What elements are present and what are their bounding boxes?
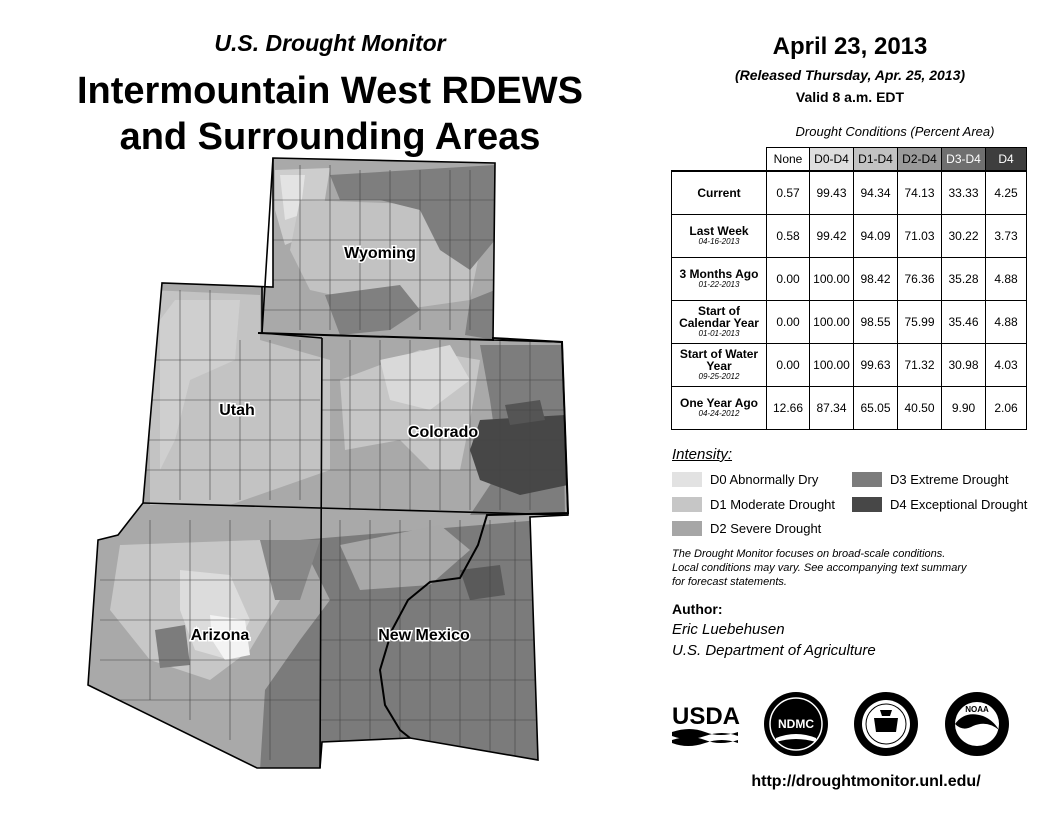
legend-swatch: [852, 497, 882, 512]
table-cell: 0.00: [767, 343, 810, 386]
note-line: for forecast statements.: [672, 576, 787, 588]
row-label: One Year Ago: [679, 395, 759, 410]
table-cell: 35.46: [942, 300, 986, 343]
table-cell: 87.34: [810, 386, 854, 429]
svg-text:NOAA: NOAA: [965, 705, 989, 714]
legend-title: Intensity:: [672, 446, 733, 463]
department-of-commerce-seal: [852, 690, 920, 758]
map-date: April 23, 2013: [772, 33, 928, 60]
row-date: 04-24-2012: [698, 408, 740, 418]
table-cell: 33.33: [942, 171, 986, 214]
table-cell: 98.42: [854, 257, 898, 300]
legend-label: D3 Extreme Drought: [890, 472, 1009, 487]
row-label: Start of Water Year: [679, 346, 759, 373]
row-date: 01-22-2013: [698, 279, 740, 289]
author-name: Eric Luebehusen: [672, 621, 785, 638]
table-corner: [672, 148, 767, 172]
row-label: Current: [697, 185, 741, 200]
table-row: [672, 214, 1027, 257]
column-header: None: [767, 148, 810, 172]
note-line: Local conditions may vary. See accompanying text summary: [672, 562, 967, 574]
table-cell: 0.58: [767, 214, 810, 257]
table-row: [672, 300, 1027, 343]
state-label-arizona: Arizona: [190, 627, 250, 644]
author-org: U.S. Department of Agriculture: [672, 642, 876, 659]
table-cell: 12.66: [767, 386, 810, 429]
state-label-new-mexico: New Mexico: [378, 627, 470, 644]
table-cell: 94.09: [854, 214, 898, 257]
table-cell: 3.73: [986, 214, 1027, 257]
row-label: 3 Months Ago: [679, 266, 759, 281]
title-line-1: Intermountain West RDEWS: [77, 70, 583, 112]
table-body: [672, 171, 1027, 429]
row-header: [672, 343, 767, 386]
table-cell: 0.00: [767, 300, 810, 343]
table-cell: 98.55: [854, 300, 898, 343]
legend-item-d2: [672, 521, 821, 536]
row-date: 04-16-2013: [698, 236, 740, 246]
table-cell: 30.98: [942, 343, 986, 386]
legend-item-d1: [672, 497, 835, 512]
table-cell: 4.88: [986, 257, 1027, 300]
svg-text:USDA: USDA: [672, 703, 740, 730]
column-header: D2-D4: [898, 148, 942, 172]
table-cell: 99.63: [854, 343, 898, 386]
table-cell: 100.00: [810, 300, 854, 343]
table-cell: 35.28: [942, 257, 986, 300]
state-label-utah: Utah: [219, 402, 255, 419]
state-label-colorado: Colorado: [407, 424, 479, 441]
legend-label: D1 Moderate Drought: [710, 497, 836, 512]
table-cell: 75.99: [898, 300, 942, 343]
row-header: [672, 300, 767, 343]
row-header: [672, 214, 767, 257]
table-cell: 65.05: [854, 386, 898, 429]
title-line-2: and Surrounding Areas: [119, 116, 541, 158]
legend-label: D4 Exceptional Drought: [890, 497, 1028, 512]
state-label-wyoming: Wyoming: [344, 245, 416, 262]
table-cell: 4.03: [986, 343, 1027, 386]
row-label: Start of Calendar Year: [679, 303, 759, 330]
table-cell: 30.22: [942, 214, 986, 257]
table-row: [672, 257, 1027, 300]
map-title: [20, 68, 640, 160]
column-header: D0-D4: [810, 148, 854, 172]
table-cell: 99.43: [810, 171, 854, 214]
table-cell: 0.57: [767, 171, 810, 214]
legend-swatch: [672, 472, 702, 487]
noaa-logo: [943, 690, 1011, 758]
map-supertitle: U.S. Drought Monitor: [214, 30, 446, 56]
column-header: D4: [986, 148, 1027, 172]
table-cell: 99.42: [810, 214, 854, 257]
legend-swatch: [852, 472, 882, 487]
table-cell: 4.88: [986, 300, 1027, 343]
column-header: D1-D4: [854, 148, 898, 172]
legend-item-d0: [672, 472, 818, 487]
table-cell: 4.25: [986, 171, 1027, 214]
table-cell: 94.34: [854, 171, 898, 214]
disclaimer-note: [672, 547, 1032, 589]
svg-text:NDMC: NDMC: [778, 717, 814, 731]
table-cell: 0.00: [767, 257, 810, 300]
drought-conditions-table: [671, 147, 1027, 430]
ndmc-logo: [762, 690, 830, 758]
column-header: D3-D4: [942, 148, 986, 172]
table-cell: 2.06: [986, 386, 1027, 429]
table-cell: 9.90: [942, 386, 986, 429]
row-label: Last Week: [689, 223, 749, 238]
table-cell: 40.50: [898, 386, 942, 429]
table-cell: 100.00: [810, 257, 854, 300]
table-cell: 71.03: [898, 214, 942, 257]
valid-time: Valid 8 a.m. EDT: [795, 89, 905, 105]
legend-label: D2 Severe Drought: [710, 521, 822, 536]
website-url[interactable]: http://droughtmonitor.unl.edu/: [751, 773, 981, 790]
table-cell: 100.00: [810, 343, 854, 386]
author-label: Author:: [672, 601, 723, 617]
row-header: [672, 171, 767, 214]
table-row: [672, 343, 1027, 386]
table-caption: Drought Conditions (Percent Area): [795, 124, 995, 139]
table-row: [672, 171, 1027, 214]
table-header-row: [672, 148, 1027, 172]
legend-swatch: [672, 497, 702, 512]
table-row: [672, 386, 1027, 429]
table-cell: 74.13: [898, 171, 942, 214]
table-cell: 76.36: [898, 257, 942, 300]
legend-label: D0 Abnormally Dry: [710, 472, 819, 487]
row-date: 09-25-2012: [698, 371, 740, 381]
row-date: 01-01-2013: [698, 328, 740, 338]
row-header: [672, 257, 767, 300]
note-line: The Drought Monitor focuses on broad-scale conditions.: [672, 548, 946, 560]
release-date: (Released Thursday, Apr. 25, 2013): [734, 67, 966, 83]
legend-swatch: [672, 521, 702, 536]
legend-item-d3: [852, 472, 1009, 487]
row-header: [672, 386, 767, 429]
table-cell: 71.32: [898, 343, 942, 386]
legend-item-d4: [852, 497, 1027, 512]
usda-logo: [670, 700, 740, 746]
